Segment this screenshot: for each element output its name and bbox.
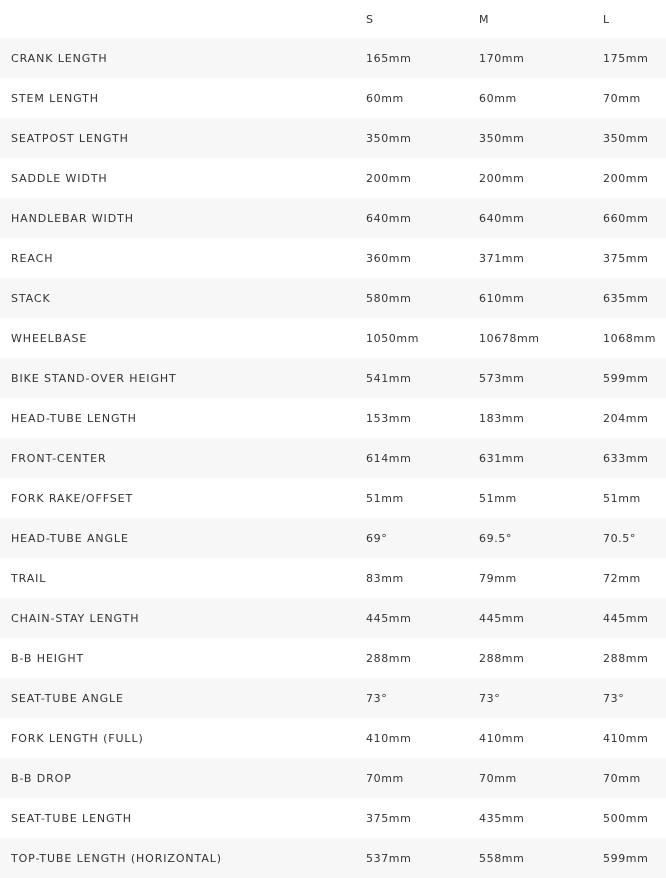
value-size-m: 350mm: [479, 132, 525, 145]
value-size-m: 73°: [479, 692, 501, 705]
table-row: [0, 518, 666, 558]
value-size-s: 83mm: [366, 572, 404, 585]
table-row: [0, 158, 666, 198]
value-size-s: 410mm: [366, 732, 412, 745]
value-size-s: 73°: [366, 692, 388, 705]
value-size-l: 70mm: [603, 772, 641, 785]
table-row: [0, 718, 666, 758]
table-row: [0, 398, 666, 438]
value-size-l: 1068mm: [603, 332, 657, 345]
spec-label: B-B HEIGHT: [11, 652, 85, 665]
size-header-s: S: [366, 12, 374, 26]
value-size-s: 153mm: [366, 412, 412, 425]
value-size-l: 599mm: [603, 852, 649, 865]
table-row: [0, 838, 666, 878]
table-row: [0, 278, 666, 318]
spec-label: FORK LENGTH (FULL): [11, 732, 144, 745]
spec-label: HEAD-TUBE LENGTH: [11, 412, 137, 425]
table-row: [0, 638, 666, 678]
value-size-m: 435mm: [479, 812, 525, 825]
value-size-m: 445mm: [479, 612, 525, 625]
spec-label: SEAT-TUBE LENGTH: [11, 812, 132, 825]
spec-label: B-B DROP: [11, 772, 72, 785]
value-size-m: 410mm: [479, 732, 525, 745]
value-size-l: 599mm: [603, 372, 649, 385]
size-header-m: M: [479, 12, 489, 26]
header-row: [0, 0, 666, 38]
table-body: [0, 38, 666, 878]
value-size-s: 445mm: [366, 612, 412, 625]
value-size-m: 288mm: [479, 652, 525, 665]
value-size-m: 640mm: [479, 212, 525, 225]
spec-label: HANDLEBAR WIDTH: [11, 212, 134, 225]
spec-label: CHAIN-STAY LENGTH: [11, 612, 140, 625]
table-row: [0, 358, 666, 398]
table-row: [0, 318, 666, 358]
value-size-s: 360mm: [366, 252, 412, 265]
value-size-s: 200mm: [366, 172, 412, 185]
value-size-l: 204mm: [603, 412, 649, 425]
value-size-l: 375mm: [603, 252, 649, 265]
value-size-s: 69°: [366, 532, 388, 545]
table-row: [0, 758, 666, 798]
value-size-m: 70mm: [479, 772, 517, 785]
spec-label: HEAD-TUBE ANGLE: [11, 532, 129, 545]
value-size-l: 51mm: [603, 492, 641, 505]
value-size-s: 537mm: [366, 852, 412, 865]
value-size-l: 70.5°: [603, 532, 636, 545]
value-size-s: 1050mm: [366, 332, 420, 345]
spec-label: BIKE STAND-OVER HEIGHT: [11, 372, 177, 385]
value-size-s: 375mm: [366, 812, 412, 825]
value-size-l: 633mm: [603, 452, 649, 465]
value-size-l: 410mm: [603, 732, 649, 745]
spec-label: REACH: [11, 252, 54, 265]
value-size-m: 170mm: [479, 52, 525, 65]
spec-label: FORK RAKE/OFFSET: [11, 492, 134, 505]
spec-label: FRONT-CENTER: [11, 452, 107, 465]
value-size-s: 541mm: [366, 372, 412, 385]
value-size-s: 640mm: [366, 212, 412, 225]
value-size-m: 558mm: [479, 852, 525, 865]
value-size-l: 175mm: [603, 52, 649, 65]
table-row: [0, 118, 666, 158]
value-size-l: 445mm: [603, 612, 649, 625]
value-size-m: 10678mm: [479, 332, 540, 345]
spec-label: TOP-TUBE LENGTH (HORIZONTAL): [11, 852, 222, 865]
value-size-s: 288mm: [366, 652, 412, 665]
value-size-m: 371mm: [479, 252, 525, 265]
spec-label: WHEELBASE: [11, 332, 88, 345]
value-size-m: 610mm: [479, 292, 525, 305]
spec-label: SEAT-TUBE ANGLE: [11, 692, 124, 705]
value-size-l: 500mm: [603, 812, 649, 825]
value-size-m: 631mm: [479, 452, 525, 465]
spec-label: TRAIL: [11, 572, 47, 585]
value-size-l: 70mm: [603, 92, 641, 105]
value-size-m: 183mm: [479, 412, 525, 425]
table-row: [0, 798, 666, 838]
table-row: [0, 38, 666, 78]
value-size-l: 200mm: [603, 172, 649, 185]
value-size-m: 200mm: [479, 172, 525, 185]
table-row: [0, 198, 666, 238]
spec-label: SADDLE WIDTH: [11, 172, 108, 185]
value-size-l: 288mm: [603, 652, 649, 665]
value-size-m: 573mm: [479, 372, 525, 385]
value-size-s: 350mm: [366, 132, 412, 145]
header-label-cell: [0, 0, 366, 38]
value-size-s: 165mm: [366, 52, 412, 65]
size-header-l: L: [603, 12, 610, 26]
table-row: [0, 478, 666, 518]
table-header: [0, 0, 666, 38]
value-size-s: 51mm: [366, 492, 404, 505]
value-size-l: 73°: [603, 692, 625, 705]
table-row: [0, 238, 666, 278]
value-size-l: 660mm: [603, 212, 649, 225]
table-row: [0, 598, 666, 638]
value-size-m: 69.5°: [479, 532, 512, 545]
table-row: [0, 678, 666, 718]
value-size-s: 70mm: [366, 772, 404, 785]
value-size-l: 72mm: [603, 572, 641, 585]
spec-label: STEM LENGTH: [11, 92, 99, 105]
table-row: [0, 558, 666, 598]
spec-label: SEATPOST LENGTH: [11, 132, 129, 145]
value-size-l: 635mm: [603, 292, 649, 305]
value-size-s: 60mm: [366, 92, 404, 105]
value-size-s: 580mm: [366, 292, 412, 305]
value-size-m: 51mm: [479, 492, 517, 505]
value-size-m: 79mm: [479, 572, 517, 585]
spec-label: STACK: [11, 292, 51, 305]
value-size-m: 60mm: [479, 92, 517, 105]
table-row: [0, 78, 666, 118]
spec-label: CRANK LENGTH: [11, 52, 108, 65]
table-row: [0, 438, 666, 478]
value-size-l: 350mm: [603, 132, 649, 145]
value-size-s: 614mm: [366, 452, 412, 465]
